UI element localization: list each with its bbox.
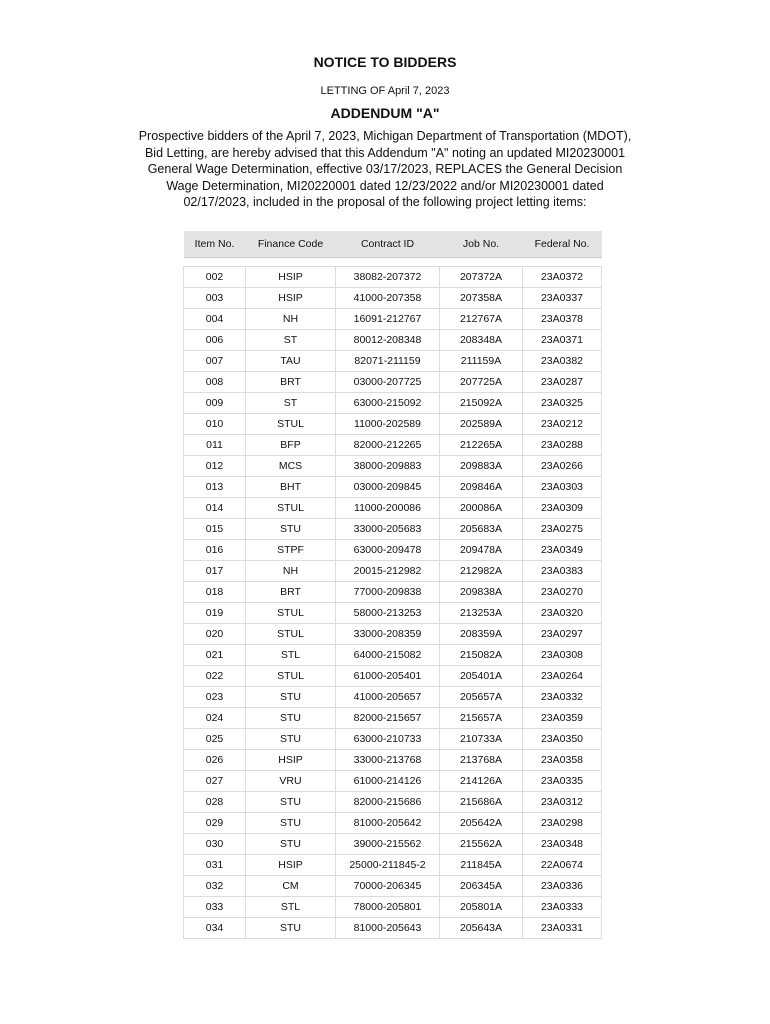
- cell-item-no: 010: [184, 414, 246, 435]
- cell-federal-no: 23A0348: [523, 834, 602, 855]
- cell-item-no: 008: [184, 372, 246, 393]
- project-table: [183, 231, 602, 939]
- cell-contract-id: 64000-215082: [336, 645, 440, 666]
- cell-item-no: 002: [184, 267, 246, 288]
- cell-finance-code: HSIP: [246, 267, 336, 288]
- cell-item-no: 006: [184, 330, 246, 351]
- cell-job-no: 207372A: [440, 267, 523, 288]
- cell-item-no: 014: [184, 498, 246, 519]
- table-row: [184, 813, 602, 834]
- cell-item-no: 018: [184, 582, 246, 603]
- cell-item-no: 032: [184, 876, 246, 897]
- cell-finance-code: NH: [246, 309, 336, 330]
- cell-finance-code: STU: [246, 918, 336, 939]
- page-title: NOTICE TO BIDDERS: [313, 54, 457, 70]
- cell-federal-no: 23A0331: [523, 918, 602, 939]
- cell-federal-no: 23A0336: [523, 876, 602, 897]
- cell-federal-no: 23A0266: [523, 456, 602, 477]
- cell-finance-code: STL: [246, 645, 336, 666]
- cell-job-no: 213768A: [440, 750, 523, 771]
- cell-job-no: 205642A: [440, 813, 523, 834]
- table-row: [184, 666, 602, 687]
- cell-contract-id: 58000-213253: [336, 603, 440, 624]
- cell-finance-code: TAU: [246, 351, 336, 372]
- cell-finance-code: BRT: [246, 372, 336, 393]
- cell-federal-no: 23A0297: [523, 624, 602, 645]
- cell-finance-code: BFP: [246, 435, 336, 456]
- intro-paragraph: Prospective bidders of the April 7, 2023, Michigan Department of Transportation (MDOT), Bid Letting, are hereby advised that this Addendum "A" noting an updated MI20230001 General Wage Determination, effective 03/17/2023, REPLACES the General Decision Wage Determination, MI20220001 dated 12/23/2022 and/or MI20230001 dated 02/17/2023, included in the proposal of the following project letting items:: [138, 129, 632, 209]
- cell-item-no: 015: [184, 519, 246, 540]
- cell-finance-code: STPF: [246, 540, 336, 561]
- cell-item-no: 020: [184, 624, 246, 645]
- cell-federal-no: 23A0350: [523, 729, 602, 750]
- cell-contract-id: 03000-209845: [336, 477, 440, 498]
- cell-federal-no: 23A0212: [523, 414, 602, 435]
- cell-job-no: 215657A: [440, 708, 523, 729]
- cell-item-no: 003: [184, 288, 246, 309]
- cell-federal-no: 23A0298: [523, 813, 602, 834]
- cell-job-no: 212265A: [440, 435, 523, 456]
- cell-job-no: 200086A: [440, 498, 523, 519]
- cell-federal-no: 23A0303: [523, 477, 602, 498]
- cell-item-no: 024: [184, 708, 246, 729]
- cell-job-no: 209846A: [440, 477, 523, 498]
- header-federal-no: Federal No.: [523, 231, 602, 258]
- cell-item-no: 031: [184, 855, 246, 876]
- cell-contract-id: 77000-209838: [336, 582, 440, 603]
- cell-federal-no: 23A0288: [523, 435, 602, 456]
- cell-finance-code: STUL: [246, 498, 336, 519]
- cell-contract-id: 78000-205801: [336, 897, 440, 918]
- cell-federal-no: 22A0674: [523, 855, 602, 876]
- table-row: [184, 456, 602, 477]
- cell-federal-no: 23A0332: [523, 687, 602, 708]
- table-row: [184, 267, 602, 288]
- table-row: [184, 477, 602, 498]
- cell-federal-no: 23A0287: [523, 372, 602, 393]
- cell-federal-no: 23A0312: [523, 792, 602, 813]
- cell-contract-id: 63000-209478: [336, 540, 440, 561]
- cell-contract-id: 82000-212265: [336, 435, 440, 456]
- cell-finance-code: STUL: [246, 603, 336, 624]
- table-row: [184, 897, 602, 918]
- cell-contract-id: 38082-207372: [336, 267, 440, 288]
- header-item-no: Item No.: [184, 231, 246, 258]
- cell-item-no: 022: [184, 666, 246, 687]
- cell-item-no: 011: [184, 435, 246, 456]
- cell-contract-id: 39000-215562: [336, 834, 440, 855]
- cell-contract-id: 82071-211159: [336, 351, 440, 372]
- cell-job-no: 210733A: [440, 729, 523, 750]
- cell-job-no: 209883A: [440, 456, 523, 477]
- cell-finance-code: NH: [246, 561, 336, 582]
- table-body: [184, 258, 602, 939]
- cell-item-no: 019: [184, 603, 246, 624]
- cell-finance-code: STUL: [246, 666, 336, 687]
- cell-contract-id: 03000-207725: [336, 372, 440, 393]
- cell-federal-no: 23A0270: [523, 582, 602, 603]
- cell-job-no: 211845A: [440, 855, 523, 876]
- table-row: [184, 855, 602, 876]
- cell-contract-id: 82000-215657: [336, 708, 440, 729]
- cell-job-no: 211159A: [440, 351, 523, 372]
- cell-item-no: 029: [184, 813, 246, 834]
- cell-contract-id: 61000-205401: [336, 666, 440, 687]
- cell-job-no: 205401A: [440, 666, 523, 687]
- cell-contract-id: 11000-200086: [336, 498, 440, 519]
- cell-federal-no: 23A0359: [523, 708, 602, 729]
- cell-contract-id: 61000-214126: [336, 771, 440, 792]
- cell-contract-id: 25000-211845-2: [336, 855, 440, 876]
- cell-federal-no: 23A0349: [523, 540, 602, 561]
- cell-item-no: 016: [184, 540, 246, 561]
- cell-item-no: 025: [184, 729, 246, 750]
- cell-job-no: 205657A: [440, 687, 523, 708]
- cell-contract-id: 20015-212982: [336, 561, 440, 582]
- cell-finance-code: BRT: [246, 582, 336, 603]
- cell-item-no: 013: [184, 477, 246, 498]
- cell-job-no: 215562A: [440, 834, 523, 855]
- cell-item-no: 012: [184, 456, 246, 477]
- cell-finance-code: STU: [246, 729, 336, 750]
- table-row: [184, 309, 602, 330]
- cell-contract-id: 33000-208359: [336, 624, 440, 645]
- header-contract-id: Contract ID: [336, 231, 440, 258]
- table-row: [184, 771, 602, 792]
- cell-finance-code: STL: [246, 897, 336, 918]
- cell-job-no: 205643A: [440, 918, 523, 939]
- table-row: [184, 519, 602, 540]
- table-row: [184, 393, 602, 414]
- cell-federal-no: 23A0371: [523, 330, 602, 351]
- cell-job-no: 208348A: [440, 330, 523, 351]
- cell-federal-no: 23A0378: [523, 309, 602, 330]
- cell-finance-code: BHT: [246, 477, 336, 498]
- table-row: [184, 834, 602, 855]
- cell-job-no: 214126A: [440, 771, 523, 792]
- table-row: [184, 918, 602, 939]
- table-row: [184, 624, 602, 645]
- cell-contract-id: 41000-205657: [336, 687, 440, 708]
- table-row: [184, 372, 602, 393]
- cell-finance-code: HSIP: [246, 750, 336, 771]
- cell-contract-id: 38000-209883: [336, 456, 440, 477]
- cell-contract-id: 16091-212767: [336, 309, 440, 330]
- cell-federal-no: 23A0309: [523, 498, 602, 519]
- cell-finance-code: HSIP: [246, 288, 336, 309]
- table-header-row: [184, 231, 602, 258]
- cell-job-no: 207358A: [440, 288, 523, 309]
- table-row: [184, 561, 602, 582]
- cell-federal-no: 23A0320: [523, 603, 602, 624]
- cell-job-no: 207725A: [440, 372, 523, 393]
- table-row: [184, 792, 602, 813]
- header-job-no: Job No.: [440, 231, 523, 258]
- cell-job-no: 213253A: [440, 603, 523, 624]
- cell-federal-no: 23A0358: [523, 750, 602, 771]
- cell-contract-id: 81000-205642: [336, 813, 440, 834]
- cell-contract-id: 63000-210733: [336, 729, 440, 750]
- table-row: [184, 351, 602, 372]
- cell-item-no: 021: [184, 645, 246, 666]
- cell-federal-no: 23A0308: [523, 645, 602, 666]
- cell-finance-code: STUL: [246, 624, 336, 645]
- cell-item-no: 027: [184, 771, 246, 792]
- cell-finance-code: STU: [246, 519, 336, 540]
- cell-contract-id: 80012-208348: [336, 330, 440, 351]
- cell-finance-code: STU: [246, 813, 336, 834]
- cell-contract-id: 33000-205683: [336, 519, 440, 540]
- cell-federal-no: 23A0325: [523, 393, 602, 414]
- cell-item-no: 007: [184, 351, 246, 372]
- cell-finance-code: HSIP: [246, 855, 336, 876]
- cell-finance-code: CM: [246, 876, 336, 897]
- cell-item-no: 028: [184, 792, 246, 813]
- table-row: [184, 603, 602, 624]
- cell-finance-code: STU: [246, 834, 336, 855]
- cell-job-no: 212767A: [440, 309, 523, 330]
- cell-finance-code: MCS: [246, 456, 336, 477]
- cell-contract-id: 63000-215092: [336, 393, 440, 414]
- cell-contract-id: 70000-206345: [336, 876, 440, 897]
- cell-item-no: 034: [184, 918, 246, 939]
- table-spacer: [184, 258, 602, 267]
- table-row: [184, 330, 602, 351]
- table-row: [184, 708, 602, 729]
- cell-job-no: 209478A: [440, 540, 523, 561]
- cell-job-no: 215092A: [440, 393, 523, 414]
- table-row: [184, 435, 602, 456]
- table-row: [184, 498, 602, 519]
- cell-item-no: 017: [184, 561, 246, 582]
- cell-contract-id: 33000-213768: [336, 750, 440, 771]
- cell-job-no: 208359A: [440, 624, 523, 645]
- table-row: [184, 582, 602, 603]
- cell-finance-code: ST: [246, 393, 336, 414]
- cell-federal-no: 23A0337: [523, 288, 602, 309]
- cell-contract-id: 82000-215686: [336, 792, 440, 813]
- cell-job-no: 215686A: [440, 792, 523, 813]
- table-row: [184, 876, 602, 897]
- cell-job-no: 215082A: [440, 645, 523, 666]
- cell-finance-code: STU: [246, 708, 336, 729]
- cell-contract-id: 81000-205643: [336, 918, 440, 939]
- cell-federal-no: 23A0372: [523, 267, 602, 288]
- header-finance-code: Finance Code: [246, 231, 336, 258]
- cell-federal-no: 23A0275: [523, 519, 602, 540]
- cell-federal-no: 23A0335: [523, 771, 602, 792]
- cell-job-no: 205683A: [440, 519, 523, 540]
- cell-federal-no: 23A0264: [523, 666, 602, 687]
- cell-contract-id: 11000-202589: [336, 414, 440, 435]
- cell-item-no: 004: [184, 309, 246, 330]
- cell-job-no: 205801A: [440, 897, 523, 918]
- cell-finance-code: STUL: [246, 414, 336, 435]
- table-row: [184, 687, 602, 708]
- table-row: [184, 540, 602, 561]
- cell-finance-code: VRU: [246, 771, 336, 792]
- cell-item-no: 009: [184, 393, 246, 414]
- table-row: [184, 414, 602, 435]
- cell-finance-code: STU: [246, 687, 336, 708]
- cell-job-no: 212982A: [440, 561, 523, 582]
- cell-item-no: 030: [184, 834, 246, 855]
- table-row: [184, 288, 602, 309]
- cell-item-no: 023: [184, 687, 246, 708]
- cell-job-no: 206345A: [440, 876, 523, 897]
- cell-item-no: 033: [184, 897, 246, 918]
- cell-federal-no: 23A0383: [523, 561, 602, 582]
- cell-job-no: 202589A: [440, 414, 523, 435]
- cell-finance-code: STU: [246, 792, 336, 813]
- cell-contract-id: 41000-207358: [336, 288, 440, 309]
- cell-federal-no: 23A0333: [523, 897, 602, 918]
- table-row: [184, 729, 602, 750]
- table-row: [184, 645, 602, 666]
- letting-date: LETTING OF April 7, 2023: [320, 85, 450, 97]
- table-row: [184, 750, 602, 771]
- cell-federal-no: 23A0382: [523, 351, 602, 372]
- cell-item-no: 026: [184, 750, 246, 771]
- addendum-title: ADDENDUM "A": [330, 105, 440, 121]
- cell-finance-code: ST: [246, 330, 336, 351]
- cell-job-no: 209838A: [440, 582, 523, 603]
